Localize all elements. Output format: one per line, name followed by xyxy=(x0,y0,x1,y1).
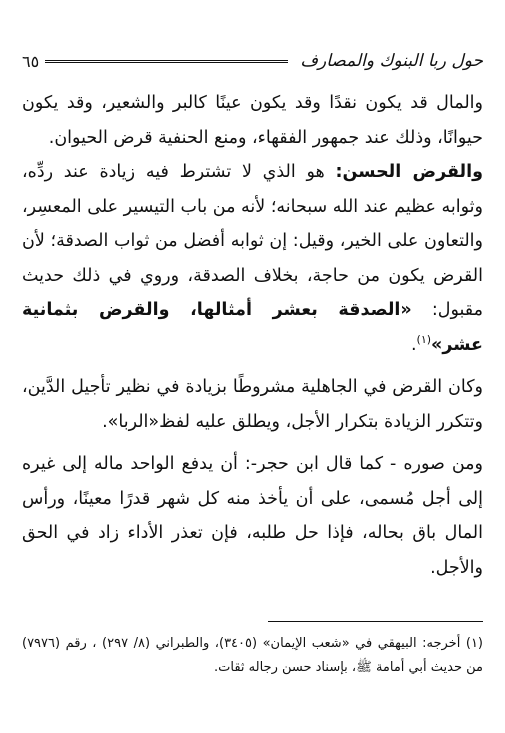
term-heading: والقرض الحسن: xyxy=(335,162,483,182)
paragraph-4: ومن صوره - كما قال ابن حجر-: أن يدفع الواحد ماله إلى غيره إلى أجل مُسمى، على أن يأخذ منه كل شهر قدرًا معينًا، ورأس المال باق بحاله، فإذا حل طلبه، فإن تعذر الأداء زاد في الحق والأجل. xyxy=(22,454,483,578)
paragraph-2 xyxy=(22,155,483,362)
hadith-quote: «الصدقة بعشر أمثالها، والقرض بثمانية عشر» xyxy=(22,300,483,355)
footnote-marker: (١) xyxy=(416,332,432,346)
footnote-1: (١) أخرجه: البيهقي في «شعب الإيمان» (٣٤٠٥)، والطبراني (٨/ ٢٩٧) ، رقم (٧٩٧٦) من حديث أبي أمامة ﷺ، بإسناد حسن رجاله ثقات. xyxy=(22,636,483,675)
footnote-divider xyxy=(268,621,483,622)
paragraph-2-end: . xyxy=(410,334,417,355)
running-header xyxy=(22,48,483,74)
header-title: حول ربا البنوك والمصارف xyxy=(300,51,483,71)
paragraph-1: والمال قد يكون نقدًا وقد يكون عينًا كالبر والشعير، وقد يكون حيوانًا، وذلك عند جمهور الفقهاء، ومنع الحنفية قرض الحيوان. xyxy=(22,93,483,148)
paragraph-3: وكان القرض في الجاهلية مشروطًا بزيادة في نظير تأجيل الدَّين، وتتكرر الزيادة بتكرار الأجل، ويطلق عليه لفظ«الربا». xyxy=(22,377,483,432)
header-rule xyxy=(45,60,288,63)
page-number: ٦٥ xyxy=(22,51,40,71)
paragraph-2-text: هو الذي لا تشترط فيه زيادة عند ردِّه، وثوابه عظيم عند الله سبحانه؛ لأنه من باب التيسير على المعسِر، والتعاون على الخير، وقيل: إن ثوابه أفضل من ثواب الصدقة؛ لأن القرض يكون من حاجة، بخلاف الصدقة، وروي في ذلك حديث مقبول: xyxy=(22,162,483,320)
body-text xyxy=(22,86,483,585)
footnotes xyxy=(22,632,483,680)
